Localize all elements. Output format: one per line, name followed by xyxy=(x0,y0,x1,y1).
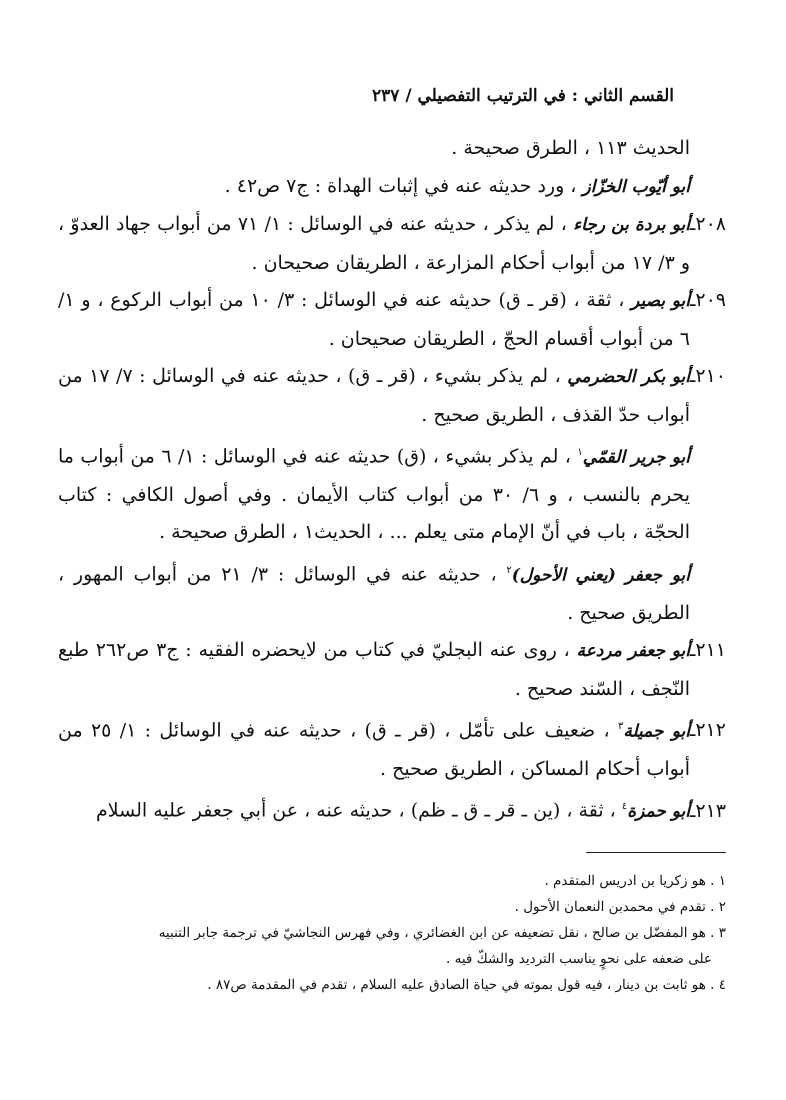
narrator-name: أبو جعفر (يعني الأحول) xyxy=(511,565,691,586)
paragraph-sub-entry xyxy=(58,168,726,207)
narrator-name: أبو جميلة xyxy=(623,721,690,742)
paragraph-text: ، لم يذكر بشيء ، (ق) حديثه عنه في الوسائل : ١/ ٦ من أبواب ما يحرم بالنسب ، و ٦/ ٣٠ من أبواب كتاب الأيمان . وفي أصول الكافي : كتاب الحجّة ، باب في أنّ الإمام متى يعلم ... ، الحديث١ ، الطرق صحيحة . xyxy=(58,445,690,544)
narrator-name: أبو حمزة xyxy=(627,801,690,822)
narrator-name: أبو جرير القمّي xyxy=(582,447,690,468)
paragraph-text: ، ورد حديثه عنه في إثبات الهداة : ج٧ ص٤٢ . xyxy=(224,174,577,197)
entry-208 xyxy=(58,206,726,282)
entry-text: ، ثقة ، (ين ـ قر ـ ق ـ ظم) ، حديثه عنه ، عن أبي جعفر عليه السلام xyxy=(96,799,616,822)
entry-text: ، روى عنه البجليّ في كتاب من لايحضره الفقيه : ج٣ ص٢٦٢ طبع النّجف ، السّند صحيح . xyxy=(58,639,690,700)
entry-number: ٢١١ـ xyxy=(689,639,726,662)
narrator-name: أبو بصير xyxy=(631,291,691,311)
footnotes xyxy=(58,868,726,998)
footnote-2: ٢ . تقدم في محمدبن النعمان الأحول . xyxy=(514,899,726,915)
body-text xyxy=(58,130,726,831)
entry-text: ، لم يذكر بشيء ، (قر ـ ق) ، حديثه عنه في الوسائل : ٧/ ١٧ من أبواب حدّ القذف ، الطريق صحيح . xyxy=(58,365,690,426)
entry-209 xyxy=(58,282,726,358)
footnote-ref: ٢ xyxy=(506,564,512,576)
entry-text: ، ضعيف على تأمّل ، (قر ـ ق) ، حديثه عنه في الوسائل : ١/ ٢٥ من أبواب أحكام المساكن ، الطريق صحيح . xyxy=(58,719,690,780)
footnote-3: ٣ . هو المفضّل بن صالح ، نقل تضعيفه عن ابن الغضائري ، وفي فهرس النجاشيّ في ترجمة جابر التنبيه xyxy=(158,925,726,941)
footnote-4: ٤ . هو ثابت بن دينار ، فيه قول بموته في حياة الصادق عليه السلام ، تقدم في المقدمة ص٨٧ . xyxy=(207,977,726,993)
footnote-ref: ٣ xyxy=(617,721,624,733)
entry-text: ، ثقة ، (قر ـ ق) حديثه عنه في الوسائل : ٣/ ١٠ من أبواب الركوع ، و ١/ ٦ من أبواب أقسام الحجّ ، الطريقان صحيحان . xyxy=(58,289,690,350)
entry-212 xyxy=(58,708,726,788)
footnote-ref: ١ xyxy=(577,447,583,458)
entry-number: ٢١٣ـ xyxy=(689,799,726,822)
footnote-3-continuation: على ضعفه على نحوٍ يناسب الترديد والشكّ فيه . xyxy=(446,951,712,967)
footnote-1: ١ . هو زكريا بن ادريس المتقدم . xyxy=(544,873,726,889)
paragraph-continuation xyxy=(58,130,726,168)
entry-210 xyxy=(58,358,726,434)
paragraph-sub-entry xyxy=(58,434,726,552)
entry-211 xyxy=(58,632,726,708)
footnote-divider xyxy=(586,852,726,853)
paragraph-sub-entry xyxy=(58,552,726,632)
narrator-name: أبو أيّوب الخزّاز xyxy=(582,176,690,197)
footnote-ref: ٤ xyxy=(621,801,628,813)
entry-number: ٢٠٨ـ xyxy=(689,213,726,235)
narrator-name: أبو جعفر مردعة xyxy=(576,641,690,662)
running-header: القسم الثاني : في الترتيب التفصيلي / ٢٣٧ xyxy=(372,86,674,106)
entry-number: ٢١٢ـ xyxy=(689,719,726,742)
paragraph-text: الحديث ١١٣ ، الطرق صحيحة . xyxy=(451,137,690,159)
entry-number: ٢١٠ـ xyxy=(689,365,726,387)
narrator-name: أبو بردة بن رجاء xyxy=(573,215,690,235)
narrator-name: أبو بكر الحضرمي xyxy=(567,367,690,387)
entry-213 xyxy=(58,788,726,831)
entry-number: ٢٠٩ـ xyxy=(689,289,727,311)
paragraph-text: ، حديثه عنه في الوسائل : ٣/ ٢١ من أبواب المهور ، الطريق صحيح . xyxy=(58,563,690,624)
entry-text: ، لم يذكر ، حديثه عنه في الوسائل : ١/ ٧١ من أبواب جهاد العدوّ ، و ٣/ ١٧ من أبواب أحكام المزارعة ، الطريقان صحيحان . xyxy=(58,213,690,274)
